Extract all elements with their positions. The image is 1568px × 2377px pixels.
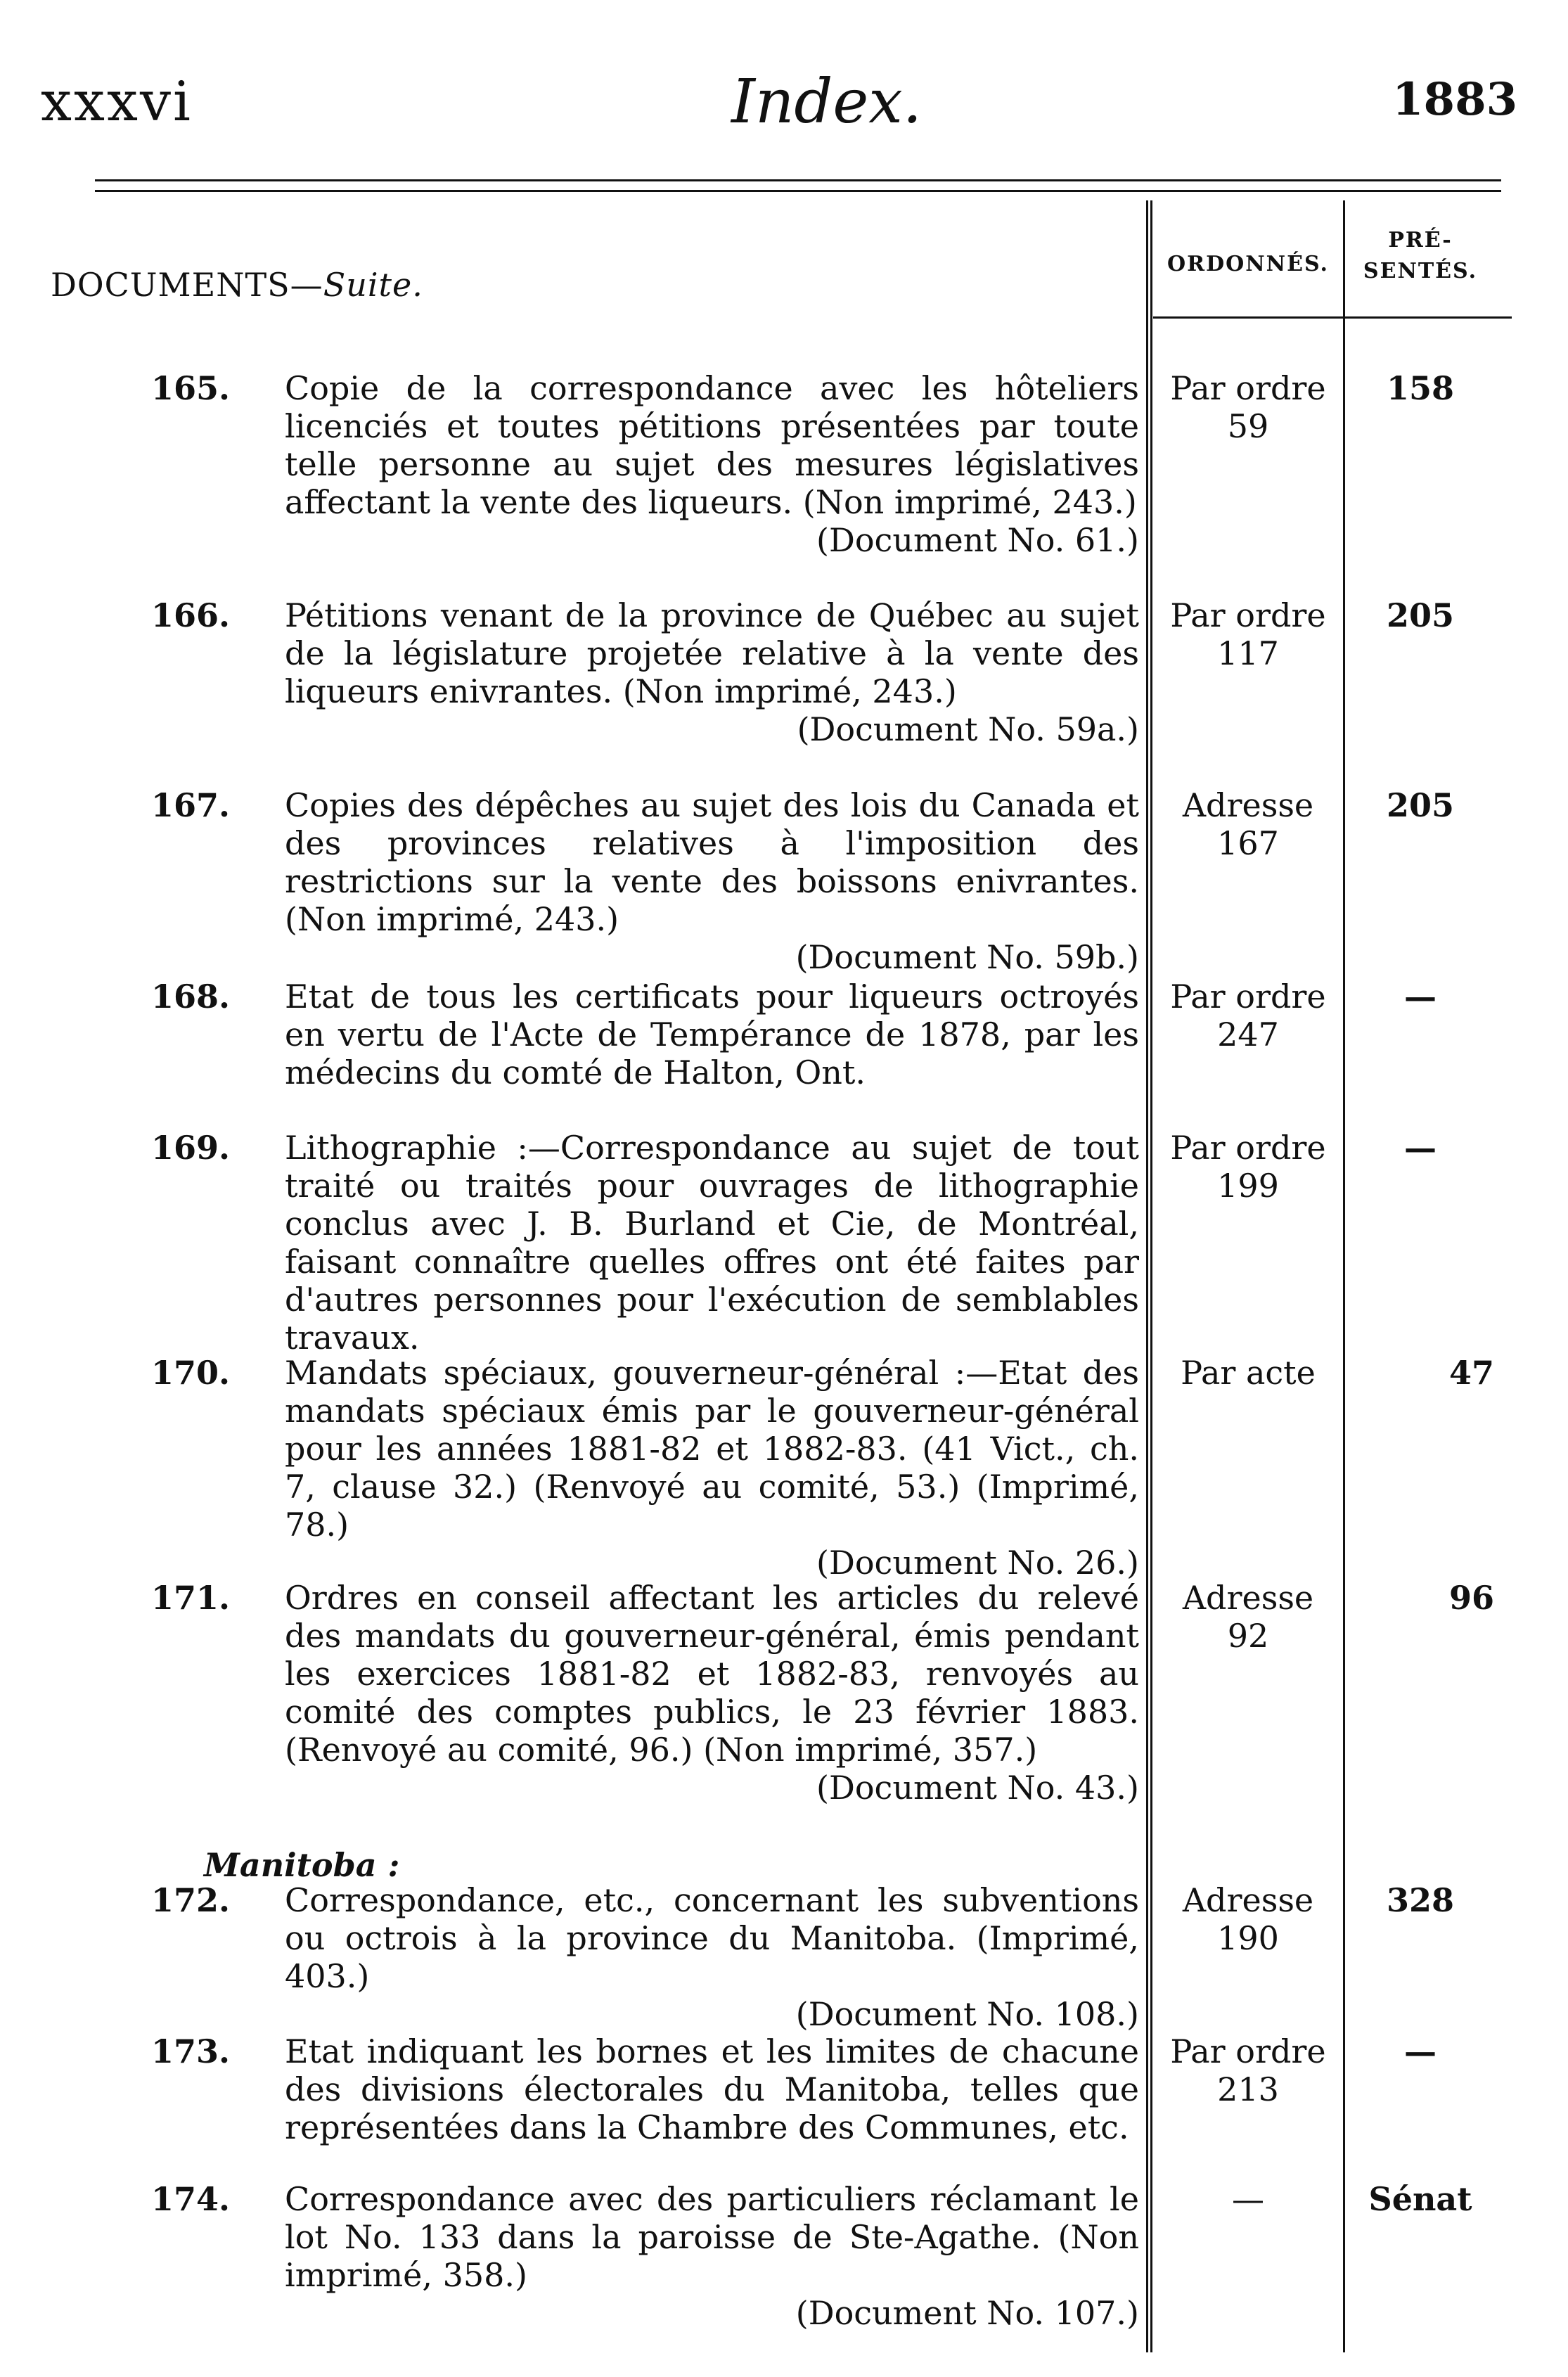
section-title-main: DOCUMENTS— xyxy=(51,266,323,304)
entry-ordonnes-type: Par ordre xyxy=(1170,369,1326,407)
entry-ordonnes-type: Adresse xyxy=(1182,1579,1314,1617)
entry-presentes: 205 xyxy=(1386,786,1455,824)
entry-presentes: 47 xyxy=(1448,1354,1494,1392)
entry-ordonnes-number: 247 xyxy=(1217,1015,1279,1053)
page-title: Index. xyxy=(731,67,923,137)
column-divider xyxy=(1146,200,1148,2352)
entry-number: 165. xyxy=(151,369,231,407)
entry-ordonnes xyxy=(1153,2180,1343,2218)
entry-number: 174. xyxy=(151,2180,231,2218)
entry-document-ref: (Document No. 26.) xyxy=(816,1544,1139,1582)
entry-text: Correspondance, etc., concernant les subventions ou octrois à la province du Manitoba. (Imprimé, 403.) xyxy=(285,1881,1139,1995)
entry-document-ref: (Document No. 61.) xyxy=(816,521,1139,559)
section-title-suffix: Suite. xyxy=(323,266,423,304)
entry-text: Pétitions venant de la province de Québec au sujet de la législature projetée relative à la vente des liqueurs enivrantes. (Non imprimé, 243.) xyxy=(285,596,1139,710)
entry-ordonnes-type: Adresse xyxy=(1182,786,1314,824)
entry-text: Mandats spéciaux, gouverneur-général :—Etat des mandats spéciaux émis par le gouverneur-général pour les années 1881-82 et 1882-83. (41 Vict., ch. 7, clause 32.) (Renvoyé au comité, 53.) (Imprimé, 78.) xyxy=(285,1354,1139,1544)
entry-text: Copie de la correspondance avec les hôteliers licenciés et toutes pétitions présentées par toute telle personne au sujet des mesures législatives affectant la vente des liqueurs. (Non imprimé, 243.) xyxy=(285,369,1139,521)
header-rule xyxy=(95,179,1501,181)
entry-text-block xyxy=(285,1579,1139,1807)
entry-number: 166. xyxy=(151,596,231,634)
section-title xyxy=(51,266,423,304)
entry-text-block xyxy=(285,978,1139,1091)
entry-ordonnes-type: Par ordre xyxy=(1170,2032,1326,2070)
entry-text: Lithographie :—Correspondance au sujet de tout traité ou traités pour ouvrages de lithographie conclus avec J. B. Burland et Cie, de Montréal, faisant connaître quelles offres ont été faites par d'autres personnes pour l'exécution de semblables travaux. xyxy=(285,1129,1139,1357)
entry-ordonnes-type: Par ordre xyxy=(1170,1129,1326,1167)
entry-document-ref: (Document No. 43.) xyxy=(816,1769,1139,1807)
entry-ordonnes-type: Par acte xyxy=(1181,1354,1316,1392)
entry-ordonnes-number: 59 xyxy=(1227,407,1269,445)
entry-ordonnes xyxy=(1153,1579,1343,1655)
entry-ordonnes xyxy=(1153,596,1343,672)
header-rule-double xyxy=(95,190,1501,192)
page-number: xxxvi xyxy=(41,70,193,134)
entry-number: 167. xyxy=(151,786,231,824)
entry-ordonnes xyxy=(1153,369,1343,445)
entry-text: Etat indiquant les bornes et les limites de chacune des divisions électorales du Manitoba, telles que représentées dans la Chambre des Communes, etc. xyxy=(285,2032,1139,2146)
entry-document-ref: (Document No. 59b.) xyxy=(795,938,1139,976)
entry-presentes: Sénat xyxy=(1368,2180,1472,2218)
entry-number: 169. xyxy=(151,1129,231,1167)
entry-text-block xyxy=(285,786,1139,976)
entry-text-block xyxy=(285,596,1139,748)
entry-ordonnes-number: 213 xyxy=(1217,2070,1279,2108)
entry-ordonnes xyxy=(1153,786,1343,862)
entry-ordonnes-number: 92 xyxy=(1227,1617,1269,1655)
entry-text: Copies des dépêches au sujet des lois du Canada et des provinces relatives à l'imposition des restrictions sur la vente des boissons enivrantes. (Non imprimé, 243.) xyxy=(285,786,1139,938)
entry-ordonnes-number: 199 xyxy=(1217,1167,1279,1205)
entry-text: Ordres en conseil affectant les articles du relevé des mandats du gouverneur-général, émis pendant les exercices 1881-82 et 1882-83, renvoyés au comité des comptes publics, le 23 février 1883. (Renvoyé au comité, 96.) (Non imprimé, 357.) xyxy=(285,1579,1139,1769)
column-header-presentes-line1: PRÉ- xyxy=(1388,228,1453,252)
entry-text-block xyxy=(285,2032,1139,2146)
column-header-rule xyxy=(1153,316,1512,319)
entry-presentes: 328 xyxy=(1386,1881,1455,1919)
entry-number: 173. xyxy=(151,2032,231,2070)
entry-ordonnes-type: Par ordre xyxy=(1170,596,1326,634)
entry-ordonnes-number: 190 xyxy=(1217,1919,1279,1957)
entry-text-block xyxy=(285,2180,1139,2332)
entry-ordonnes xyxy=(1153,978,1343,1053)
entry-ordonnes xyxy=(1153,1129,1343,1205)
entry-presentes: 96 xyxy=(1448,1579,1494,1617)
entry-ordonnes-number: 167 xyxy=(1217,824,1279,862)
entry-text: Correspondance avec des particuliers réclamant le lot No. 133 dans la paroisse de Ste-Agathe. (Non imprimé, 358.) xyxy=(285,2180,1139,2294)
entry-ordonnes xyxy=(1153,2032,1343,2108)
entry-number: 171. xyxy=(151,1579,231,1617)
entry-document-ref: (Document No. 107.) xyxy=(795,2294,1139,2332)
entry-text-block xyxy=(285,1881,1139,2033)
entry-text-block xyxy=(285,369,1139,559)
entry-presentes: — xyxy=(1404,1129,1437,1167)
subheading-manitoba: Manitoba : xyxy=(204,1846,400,1884)
entry-presentes: — xyxy=(1404,2032,1437,2070)
entry-text: Etat de tous les certificats pour liqueurs octroyés en vertu de l'Acte de Tempérance de 1878, par les médecins du comté de Halton, Ont. xyxy=(285,978,1139,1091)
entry-document-ref: (Document No. 59a.) xyxy=(797,710,1139,748)
entry-text-block xyxy=(285,1129,1139,1357)
entry-ordonnes-type: Par ordre xyxy=(1170,978,1326,1015)
entry-text-block xyxy=(285,1354,1139,1582)
column-header-presentes-line2: SENTÉS. xyxy=(1363,259,1478,283)
column-header-ordonnes: ORDONNÉS. xyxy=(1167,252,1329,276)
entry-ordonnes-type: Adresse xyxy=(1182,1881,1314,1919)
entry-ordonnes xyxy=(1153,1881,1343,1957)
entry-presentes: 205 xyxy=(1386,596,1455,634)
column-header-presentes xyxy=(1347,225,1494,287)
entry-ordonnes-type: — xyxy=(1232,2180,1264,2218)
entry-presentes: — xyxy=(1404,978,1437,1015)
entry-ordonnes xyxy=(1153,1354,1343,1392)
column-divider-double xyxy=(1150,200,1152,2352)
entry-presentes: 158 xyxy=(1386,369,1455,407)
entry-document-ref: (Document No. 108.) xyxy=(795,1995,1139,2033)
entry-number: 168. xyxy=(151,978,231,1015)
page-year: 1883 xyxy=(1392,73,1518,126)
entry-number: 172. xyxy=(151,1881,231,1919)
column-divider xyxy=(1343,200,1345,2352)
entry-number: 170. xyxy=(151,1354,231,1392)
entry-ordonnes-number: 117 xyxy=(1217,634,1279,672)
